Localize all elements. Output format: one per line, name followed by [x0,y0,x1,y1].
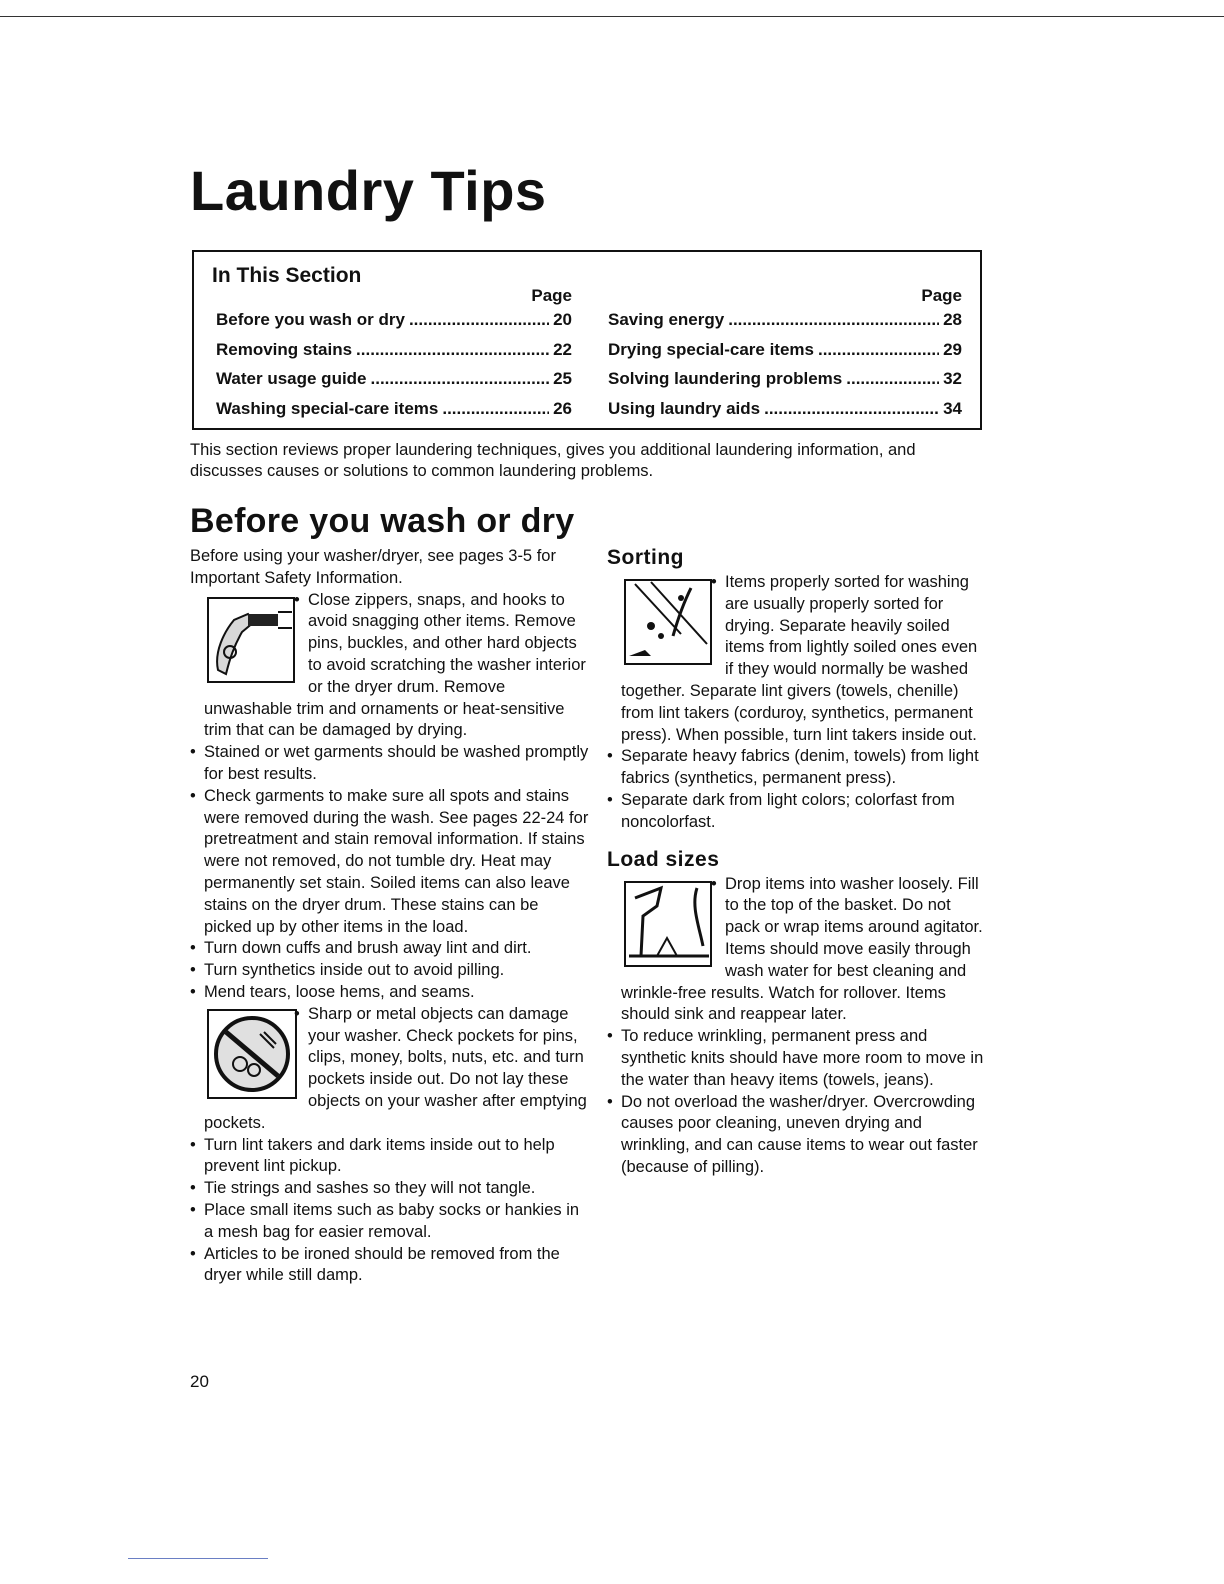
list-item [190,590,590,743]
list-item [607,790,989,834]
section-title: Before you wash or dry [190,502,575,540]
page-number: 20 [190,1372,209,1391]
list-item-text: Close zippers, snaps, and hooks to avoid snagging other items. Remove pins, buckles, and other hard objects to avoid scratching the washer interior or the dryer drum. Remove unwashable trim and ornaments or heat-sensitive trim that can be damaged by drying. [204,590,586,740]
toc-entry-label: Saving energy [608,310,725,329]
toc-entry-label: Solving laundering problems [608,369,843,388]
sorting-heading: Sorting [607,546,684,569]
load-illustration [621,876,717,972]
left-column [190,546,590,1287]
sorting-illustration [621,574,717,670]
toc-entry-page: 29 [943,339,962,359]
toc-column-left [216,286,572,428]
list-item-text: Stained or wet garments should be washed promptly for best results. [204,743,589,783]
list-item [190,982,590,1004]
list-item [190,1244,590,1288]
toc-entry-label: Water usage guide [216,369,367,388]
list-item-text: Drop items into washer loosely. Fill to the top of the basket. Do not pack or wrap items around agitator. Items should move easily through wash water for best cleaning and wrinkle-free results. Watch for rollover. Items should sink and reappear later. [621,874,983,1024]
list-item [190,1178,590,1200]
intro-paragraph: This section reviews proper laundering techniques, gives you additional laundering information, and discusses causes or solutions to common laundering problems. [190,441,916,480]
list-item [607,746,989,790]
toc-entry-page: 22 [553,339,572,359]
toc-entry[interactable] [216,340,572,370]
list-item-text: Turn lint takers and dark items inside out to help prevent lint pickup. [204,1135,555,1176]
toc-leader-dots [818,340,939,360]
toc-entry[interactable] [216,369,572,399]
list-item-text: Turn down cuffs and brush away lint and dirt. [204,939,532,958]
list-item-text: Separate heavy fabrics (denim, towels) from light fabrics (synthetics, permanent press). [621,747,979,788]
toc-entry-label: Washing special-care items [216,398,439,418]
toc-entry-page: 34 [943,398,962,418]
list-item-text: Place small items such as baby socks or hankies in a mesh bag for easier removal. [204,1200,580,1241]
toc-entry-page: 20 [553,310,572,329]
top-rule [0,16,1224,17]
toc-entry[interactable] [608,399,962,429]
toc-entry-page: 28 [943,310,962,329]
list-item [190,1135,590,1179]
toc-entry-label: Removing stains [216,339,353,359]
toc-leader-dots [846,369,939,389]
list-item-text: Tie strings and sashes so they will not tangle. [204,1179,536,1198]
toc-leader-dots [371,369,550,389]
list-item-text: Items properly sorted for washing are usually properly sorted for drying. Separate heavily soiled items from lightly soiled ones even if they would normally be washed together. Separate lint givers (towels, chenille) from lint takers (corduroy, synthetics, permanent press). When possible, turn lint takers inside out. [621,573,978,744]
toc-page-label: Page [921,286,962,305]
toc-entry[interactable] [608,310,962,340]
toc-page-label: Page [531,286,572,305]
bottom-rule [128,1558,268,1559]
list-item [190,786,590,939]
page-title: Laundry Tips [190,159,547,222]
right-column [607,544,989,1179]
list-item-text: Articles to be ironed should be removed from the dryer while still damp. [204,1244,560,1285]
toc-entry-page: 26 [553,398,572,418]
toc-entry[interactable] [608,369,962,399]
toc-leader-dots [442,399,549,419]
toc-entry-label: Using laundry aids [608,398,761,418]
list-item-text: Mend tears, loose hems, and seams. [204,982,475,1001]
list-item [190,742,590,786]
list-item [190,1004,590,1135]
list-item-text: Do not overload the washer/dryer. Overcrowding causes poor cleaning, uneven drying and wrinkling, and can cause items to wear out faster (because of pilling). [621,1092,978,1176]
list-item [607,874,989,1027]
toc-entry[interactable] [608,340,962,370]
toc-entry[interactable] [216,399,572,429]
list-item [607,572,989,746]
list-item [190,960,590,982]
zipper-icon [204,592,300,688]
list-item [607,1026,989,1091]
toc-entry-label: Before you wash or dry [216,310,405,329]
list-item [190,1200,590,1244]
toc-heading: In This Section [212,264,362,287]
toc-box [192,250,982,430]
zipper-illustration [204,592,300,688]
toc-entry-page: 25 [553,369,572,388]
pocket-objects-illustration [204,1006,300,1102]
toc-entry[interactable] [216,310,572,340]
toc-leader-dots [356,340,549,360]
list-item-text: Separate dark from light colors; colorfast from noncolorfast. [621,790,955,831]
toc-leader-dots [764,399,939,419]
toc-entry-label: Drying special-care items [608,339,814,359]
toc-leader-dots [409,310,549,330]
toc-entry-page: 32 [943,369,962,388]
load-sizes-heading: Load sizes [607,847,720,871]
washer-basket-icon [621,876,717,972]
list-item-text: Turn synthetics inside out to avoid pilling. [204,961,505,980]
list-item-text: To reduce wrinkling, permanent press and synthetic knits should have more room to move in the water than heavy items (towels, jeans). [621,1027,984,1089]
no-sharp-objects-icon [204,1006,300,1102]
sorting-clothes-icon [621,574,717,670]
toc-leader-dots [728,310,939,330]
lead-paragraph: Before using your washer/dryer, see pages 3-5 for Important Safety Information. [190,547,556,587]
list-item-text: Check garments to make sure all spots and stains were removed during the wash. See pages 22-24 for pretreatment and stain removal information. If stains were not removed, do not tumble dry. Heat may permanently set stain. Soiled items can also leave stains on the dryer drum. These stains can be picked up by other items in the load. [204,786,589,936]
list-item [190,938,590,960]
toc-column-right [608,286,962,428]
list-item-text: Sharp or metal objects can damage your washer. Check pockets for pins, clips, money, bolts, nuts, etc. and turn pockets inside out. Do not lay these objects on your washer after emptying pockets. [204,1004,587,1132]
list-item [607,1092,989,1179]
